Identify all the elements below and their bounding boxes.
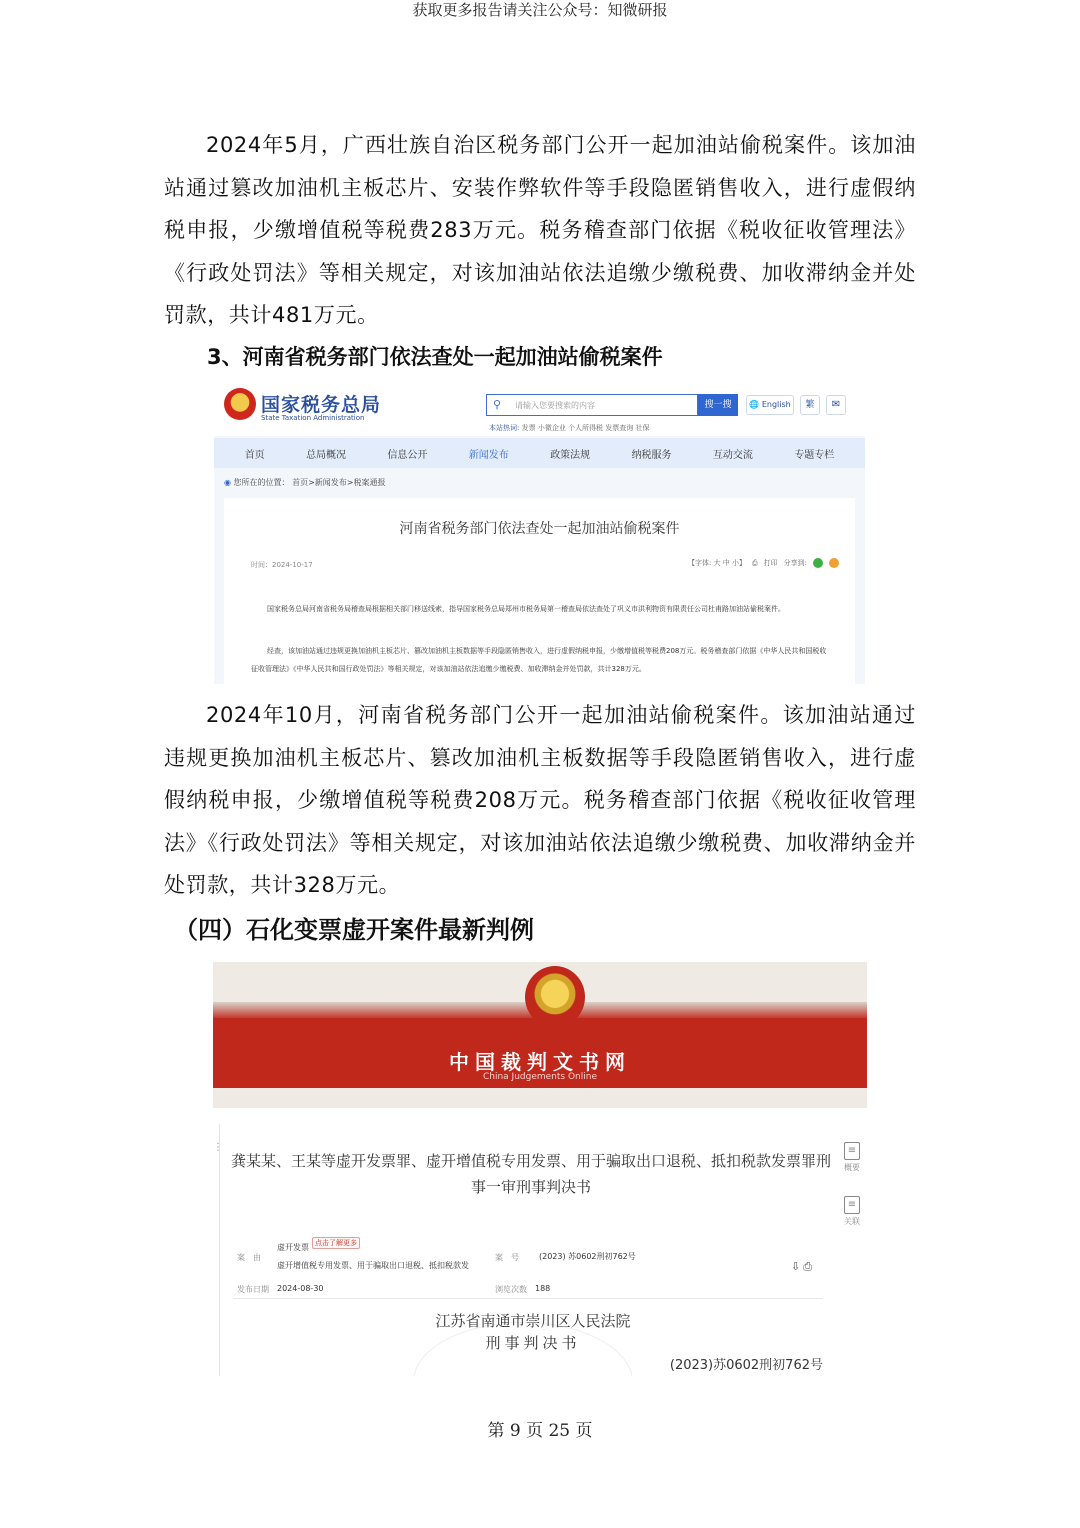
tax-site-logo-en: State Taxation Administration <box>261 414 365 422</box>
section-heading-henan: 3、河南省税务部门依法查处一起加油站偷税案件 <box>207 345 663 369</box>
tax-site-screenshot <box>214 378 865 684</box>
paragraph-henan-case: 2024年10月，河南省税务部门公开一起加油站偷税案件。该加油站通过违规更换加油机主板芯片、篡改加油机主板数据等手段隐匿销售收入，进行虚假纳税申报，少缴增值税等税费208万元。税务稽查部门依据《税收征收管理法》《行政处罚法》等相关规定，对该加油站依法追缴少缴税费、加收滞纳金并处罚款，共计328万元。 <box>164 703 916 897</box>
download-print-icons[interactable]: ⇩⎙ <box>791 1260 816 1273</box>
hot-words-list[interactable]: 发票 小微企业 个人所得税 发票查询 社保 <box>521 424 650 432</box>
divider <box>233 1298 823 1299</box>
promo-banner: 获取更多报告请关注公众号：知微研报 <box>412 1 668 19</box>
case-no-label: 案 号 <box>495 1253 519 1262</box>
cause-value-2: 虚开增值税专用发票、用于骗取出口退税、抵扣税款发 <box>277 1261 469 1270</box>
nav-item-home[interactable]: 首页 <box>244 449 265 461</box>
nav-item-overview[interactable]: 总局概况 <box>306 449 347 461</box>
publish-date-value: 2024-08-30 <box>277 1284 324 1293</box>
article-title: 河南省税务部门依法查处一起加油站偷税案件 <box>399 521 680 537</box>
hot-words-label: 本站热词: <box>489 424 520 432</box>
document-type: 刑事判决书 <box>485 1334 581 1352</box>
mail-icon[interactable]: ✉ <box>826 395 846 415</box>
related-button[interactable] <box>841 1196 863 1227</box>
court-site-subtitle: China Judgements Online <box>482 1072 597 1082</box>
document-icon: ≡ <box>844 1142 860 1160</box>
views-label: 浏览次数 <box>495 1285 527 1294</box>
tax-site-nav <box>214 438 865 468</box>
search-button[interactable]: 搜一搜 <box>698 394 738 416</box>
article-tools <box>688 558 839 568</box>
related-label: 关联 <box>844 1217 860 1226</box>
tax-site-logo[interactable]: 国家税务总局 <box>261 394 382 416</box>
english-label: English <box>761 400 791 409</box>
breadcrumb <box>224 477 385 488</box>
case-no-value: (2023) 苏0602刑初762号 <box>539 1252 636 1261</box>
court-site-banner <box>213 962 867 1108</box>
tax-site-header <box>214 378 865 436</box>
court-emblem-icon <box>525 966 585 1028</box>
tax-search-input[interactable] <box>486 394 698 416</box>
national-emblem-icon <box>224 388 256 420</box>
share-label: 分享到: <box>783 559 807 567</box>
nav-item-policy[interactable]: 政策法规 <box>550 449 591 461</box>
nav-item-interaction[interactable]: 互动交流 <box>712 449 753 461</box>
weibo-share-icon[interactable] <box>829 558 839 568</box>
summary-button[interactable] <box>841 1142 863 1173</box>
court-site-screenshot <box>213 962 867 1376</box>
views-value: 188 <box>535 1284 551 1293</box>
article-body-1: 国家税务总局河南省税务局稽查局根据相关部门移送线索，指导国家税务总局郑州市税务局第一稽查局依法查处了巩义市洪利物资有限责任公司杜甫路加油站偷税案件。 <box>267 605 785 613</box>
nav-item-news[interactable]: 新闻发布 <box>468 449 509 461</box>
print-icon[interactable]: ⎙ <box>752 558 758 567</box>
search-icon: ⚲ <box>493 398 502 411</box>
paragraph-guangxi-case: 2024年5月，广西壮族自治区税务部门公开一起加油站偷税案件。该加油站通过篡改加油机主板芯片、安装作弊软件等手段隐匿销售收入，进行虚假纳税申报，少缴增值税等税费283万元。税务稽查部门依据《税收征收管理法》《行政处罚法》等相关规定，对该加油站依法追缴少缴税费、加收滞纳金并处罚款，共计481万元。 <box>164 133 916 327</box>
publish-date-label: 发布日期 <box>237 1285 269 1294</box>
case-title: 龚某某、王某等虚开发票罪、虚开增值税专用发票、用于骗取出口退税、抵扣税款发票罪刑事一审刑事判决书 <box>231 1152 832 1196</box>
breadcrumb-text[interactable]: 您所在的位置： 首页>新闻发布>税案通报 <box>233 478 386 487</box>
wechat-share-icon[interactable] <box>813 558 823 568</box>
document-case-number: (2023)苏0602刑初762号 <box>669 1358 823 1373</box>
cause-label: 案 由 <box>237 1253 261 1262</box>
nav-item-topics[interactable]: 专题专栏 <box>794 449 835 461</box>
article-card <box>224 498 855 684</box>
related-document-icon: ≡ <box>844 1196 860 1214</box>
section-heading-petrochem: （四）石化变票虚开案件最新判例 <box>174 916 534 944</box>
cause-value-1: 虚开发票 <box>277 1243 309 1252</box>
page-footer: 第 9 页 25 页 <box>487 1421 593 1441</box>
court-site-title[interactable]: 中国裁判文书网 <box>449 1050 631 1074</box>
search-placeholder: 请输入您要搜索的内容 <box>515 401 595 410</box>
summary-label: 概要 <box>844 1163 860 1172</box>
nav-item-service[interactable]: 纳税服务 <box>631 449 672 461</box>
drag-handle-icon[interactable]: ⋮ <box>213 1142 223 1153</box>
print-button[interactable]: 打印 <box>763 559 778 567</box>
font-size-switch[interactable]: 【字体: 大 中 小】 <box>687 559 747 567</box>
court-name: 江苏省南通市崇川区人民法院 <box>435 1312 631 1330</box>
traditional-chinese-button[interactable]: 繁 <box>800 395 820 415</box>
location-pin-icon: ◉ <box>224 478 231 487</box>
article-body-2: 经查，该加油站通过违规更换加油机主板芯片、篡改加油机主板数据等手段隐匿销售收入，进行虚假纳税申报，少缴增值税等税费208万元。税务稽查部门依据《中华人民共和国税收征收管理法》《中华人民共和国行政处罚法》等相关规定，对该加油站依法追缴少缴税费、加收滞纳金并处罚款，共计328万元。 <box>251 647 827 673</box>
learn-more-tag[interactable]: 点击了解更多 <box>312 1237 360 1249</box>
hot-words <box>489 423 650 433</box>
english-button[interactable]: 🌐 English <box>746 395 794 415</box>
article-time: 时间：2024-10-17 <box>251 561 313 569</box>
nav-item-info[interactable]: 信息公开 <box>387 449 428 461</box>
